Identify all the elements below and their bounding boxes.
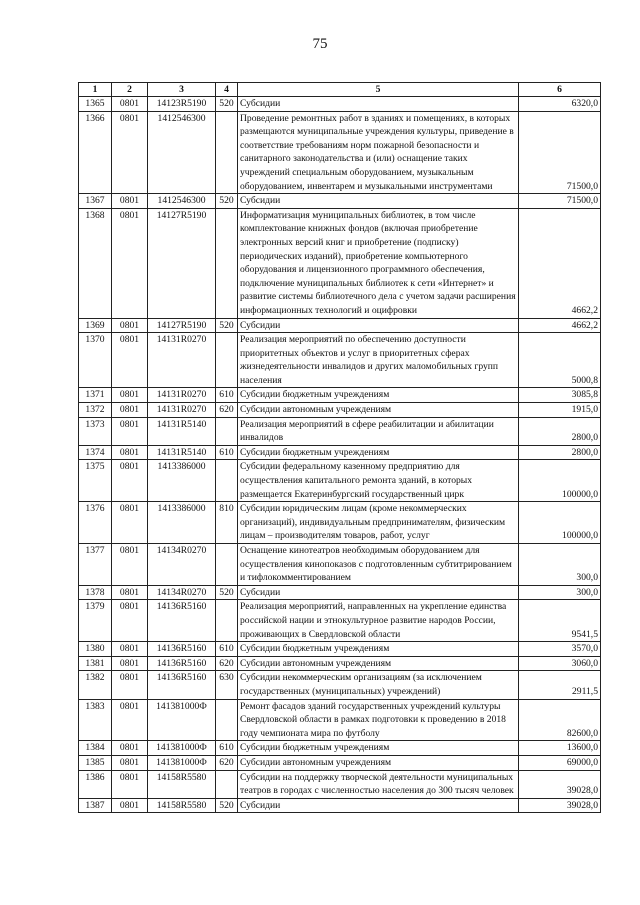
amount: 1915,0	[519, 403, 601, 418]
section-code: 0801	[112, 755, 148, 770]
row-number: 1381	[79, 656, 112, 671]
target-article-code: 14127R5190	[148, 208, 216, 318]
table-row	[79, 111, 601, 194]
column-header: 5	[238, 83, 519, 97]
item-name: Субсидии автономным учреждениям	[238, 755, 519, 770]
column-header: 6	[519, 83, 601, 97]
section-code: 0801	[112, 97, 148, 112]
item-name: Реализация мероприятий в сфере реабилитации и абилитации инвалидов	[238, 417, 519, 445]
table-row	[79, 502, 601, 544]
expense-type-code: 620	[216, 403, 238, 418]
amount: 100000,0	[519, 460, 601, 502]
expense-type-code: 620	[216, 656, 238, 671]
row-number: 1382	[79, 671, 112, 699]
expense-type-code	[216, 417, 238, 445]
item-name: Субсидии	[238, 318, 519, 333]
amount: 2800,0	[519, 417, 601, 445]
table-row	[79, 97, 601, 112]
row-number: 1374	[79, 445, 112, 460]
table-row	[79, 585, 601, 600]
item-name: Информатизация муниципальных библиотек, в том числе комплектование книжных фондов (включая приобретение электронных версий книг и приобретение (подписку) периодических изданий), приобретение компьютерного оборудования и лицензионного программного обеспечения, подключение муниципальных библиотек к сети «Интернет» и развитие системы библиотечного дела с учетом задачи расширения информационных технологий и оцифровки	[238, 208, 519, 318]
row-number: 1366	[79, 111, 112, 194]
table-row	[79, 600, 601, 642]
table-row	[79, 445, 601, 460]
row-number: 1385	[79, 755, 112, 770]
item-name: Реализация мероприятий, направленных на укрепление единства российской нации и этнокультурное развитие народов России, проживающих в Свердловской области	[238, 600, 519, 642]
amount: 2800,0	[519, 445, 601, 460]
table-row	[79, 208, 601, 318]
row-number: 1379	[79, 600, 112, 642]
section-code: 0801	[112, 656, 148, 671]
table-row	[79, 388, 601, 403]
item-name: Субсидии бюджетным учреждениям	[238, 388, 519, 403]
expense-type-code: 610	[216, 388, 238, 403]
target-article-code: 14136R5160	[148, 600, 216, 642]
amount: 3085,8	[519, 388, 601, 403]
column-header: 2	[112, 83, 148, 97]
row-number: 1377	[79, 544, 112, 586]
expense-type-code	[216, 111, 238, 194]
table-row	[79, 460, 601, 502]
row-number: 1372	[79, 403, 112, 418]
expense-type-code: 520	[216, 585, 238, 600]
section-code: 0801	[112, 741, 148, 756]
amount: 300,0	[519, 585, 601, 600]
table-row	[79, 403, 601, 418]
target-article-code: 1413386000	[148, 502, 216, 544]
item-name: Субсидии на поддержку творческой деятельности муниципальных театров в городах с численностью населения до 300 тысяч человек	[238, 770, 519, 798]
item-name: Субсидии	[238, 798, 519, 813]
row-number: 1370	[79, 333, 112, 388]
expense-type-code: 610	[216, 445, 238, 460]
section-code: 0801	[112, 699, 148, 741]
row-number: 1371	[79, 388, 112, 403]
item-name: Ремонт фасадов зданий государственных учреждений культуры Свердловской области в рамках подготовки к проведению в 2018 году чемпионата мира по футболу	[238, 699, 519, 741]
section-code: 0801	[112, 798, 148, 813]
table-row	[79, 798, 601, 813]
target-article-code: 141381000Ф	[148, 699, 216, 741]
target-article-code: 14123R5190	[148, 97, 216, 112]
item-name: Оснащение кинотеатров необходимым оборудованием для осуществления кинопоказов с подготовленным субтитрированием и тифлокомментированием	[238, 544, 519, 586]
amount: 2911,5	[519, 671, 601, 699]
item-name: Субсидии некоммерческим организациям (за исключением государственных (муниципальных) учреждений)	[238, 671, 519, 699]
section-code: 0801	[112, 770, 148, 798]
target-article-code: 14158R5580	[148, 798, 216, 813]
table-row	[79, 417, 601, 445]
amount: 69000,0	[519, 755, 601, 770]
expense-type-code: 520	[216, 194, 238, 209]
amount: 13600,0	[519, 741, 601, 756]
budget-table	[78, 82, 601, 813]
target-article-code: 1413386000	[148, 460, 216, 502]
section-code: 0801	[112, 388, 148, 403]
section-code: 0801	[112, 600, 148, 642]
amount: 300,0	[519, 544, 601, 586]
target-article-code: 1412546300	[148, 194, 216, 209]
row-number: 1376	[79, 502, 112, 544]
page-number: 75	[312, 36, 328, 52]
expense-type-code: 520	[216, 97, 238, 112]
amount: 71500,0	[519, 111, 601, 194]
item-name: Реализация мероприятий по обеспечению доступности приоритетных объектов и услуг в приоритетных сферах жизнедеятельности инвалидов и других маломобильных групп населения	[238, 333, 519, 388]
amount: 6320,0	[519, 97, 601, 112]
item-name: Субсидии бюджетным учреждениям	[238, 445, 519, 460]
table-row	[79, 544, 601, 586]
section-code: 0801	[112, 460, 148, 502]
amount: 71500,0	[519, 194, 601, 209]
table-row	[79, 642, 601, 657]
target-article-code: 14131R5140	[148, 445, 216, 460]
section-code: 0801	[112, 502, 148, 544]
section-code: 0801	[112, 585, 148, 600]
column-header: 3	[148, 83, 216, 97]
expense-type-code: 620	[216, 755, 238, 770]
table-row	[79, 770, 601, 798]
row-number: 1383	[79, 699, 112, 741]
target-article-code: 14158R5580	[148, 770, 216, 798]
expense-type-code	[216, 208, 238, 318]
expense-type-code	[216, 770, 238, 798]
target-article-code: 1412546300	[148, 111, 216, 194]
target-article-code: 14136R5160	[148, 656, 216, 671]
target-article-code: 14131R0270	[148, 403, 216, 418]
section-code: 0801	[112, 194, 148, 209]
item-name: Субсидии	[238, 585, 519, 600]
section-code: 0801	[112, 445, 148, 460]
table-row	[79, 671, 601, 699]
row-number: 1380	[79, 642, 112, 657]
amount: 3060,0	[519, 656, 601, 671]
row-number: 1373	[79, 417, 112, 445]
expense-type-code	[216, 544, 238, 586]
amount: 100000,0	[519, 502, 601, 544]
expense-type-code	[216, 699, 238, 741]
expense-type-code: 630	[216, 671, 238, 699]
header-row	[79, 83, 601, 97]
item-name: Субсидии бюджетным учреждениям	[238, 741, 519, 756]
column-header: 4	[216, 83, 238, 97]
table-row	[79, 318, 601, 333]
expense-type-code	[216, 600, 238, 642]
item-name: Проведение ремонтных работ в зданиях и помещениях, в которых размещаются муниципальные учреждения культуры, приведение в соответствие требованиям норм пожарной безопасности и санитарного законодательства и (или) оснащение таких учреждений специальным оборудованием, музыкальным оборудованием, инвентарем и музыкальными инструментами	[238, 111, 519, 194]
amount: 5000,8	[519, 333, 601, 388]
target-article-code: 14131R5140	[148, 417, 216, 445]
item-name: Субсидии федеральному казенному предприятию для осуществления капитального ремонта зданий, в которых размещается Екатеринбургский государственный цирк	[238, 460, 519, 502]
table-row	[79, 333, 601, 388]
table-row	[79, 194, 601, 209]
section-code: 0801	[112, 333, 148, 388]
amount: 4662,2	[519, 318, 601, 333]
row-number: 1375	[79, 460, 112, 502]
item-name: Субсидии юридическим лицам (кроме некоммерческих организаций), индивидуальным предпринимателям, физическим лицам – производителям товаров, работ, услуг	[238, 502, 519, 544]
row-number: 1369	[79, 318, 112, 333]
section-code: 0801	[112, 671, 148, 699]
expense-type-code: 610	[216, 642, 238, 657]
target-article-code: 14136R5160	[148, 642, 216, 657]
item-name: Субсидии бюджетным учреждениям	[238, 642, 519, 657]
item-name: Субсидии автономным учреждениям	[238, 656, 519, 671]
row-number: 1386	[79, 770, 112, 798]
expense-type-code: 520	[216, 798, 238, 813]
row-number: 1384	[79, 741, 112, 756]
amount: 3570,0	[519, 642, 601, 657]
item-name: Субсидии	[238, 194, 519, 209]
amount: 82600,0	[519, 699, 601, 741]
row-number: 1387	[79, 798, 112, 813]
target-article-code: 14131R0270	[148, 333, 216, 388]
table-row	[79, 741, 601, 756]
amount: 4662,2	[519, 208, 601, 318]
expense-type-code: 810	[216, 502, 238, 544]
section-code: 0801	[112, 111, 148, 194]
target-article-code: 141381000Ф	[148, 741, 216, 756]
target-article-code: 14134R0270	[148, 585, 216, 600]
table-row	[79, 755, 601, 770]
target-article-code: 14127R5190	[148, 318, 216, 333]
column-header: 1	[79, 83, 112, 97]
amount: 39028,0	[519, 798, 601, 813]
section-code: 0801	[112, 318, 148, 333]
target-article-code: 14136R5160	[148, 671, 216, 699]
item-name: Субсидии автономным учреждениям	[238, 403, 519, 418]
target-article-code: 141381000Ф	[148, 755, 216, 770]
section-code: 0801	[112, 544, 148, 586]
table-row	[79, 656, 601, 671]
expense-type-code	[216, 460, 238, 502]
section-code: 0801	[112, 208, 148, 318]
expense-type-code: 610	[216, 741, 238, 756]
target-article-code: 14134R0270	[148, 544, 216, 586]
table-row	[79, 699, 601, 741]
row-number: 1365	[79, 97, 112, 112]
expense-type-code	[216, 333, 238, 388]
section-code: 0801	[112, 642, 148, 657]
section-code: 0801	[112, 417, 148, 445]
expense-type-code: 520	[216, 318, 238, 333]
item-name: Субсидии	[238, 97, 519, 112]
section-code: 0801	[112, 403, 148, 418]
row-number: 1367	[79, 194, 112, 209]
row-number: 1378	[79, 585, 112, 600]
amount: 39028,0	[519, 770, 601, 798]
amount: 9541,5	[519, 600, 601, 642]
row-number: 1368	[79, 208, 112, 318]
target-article-code: 14131R0270	[148, 388, 216, 403]
